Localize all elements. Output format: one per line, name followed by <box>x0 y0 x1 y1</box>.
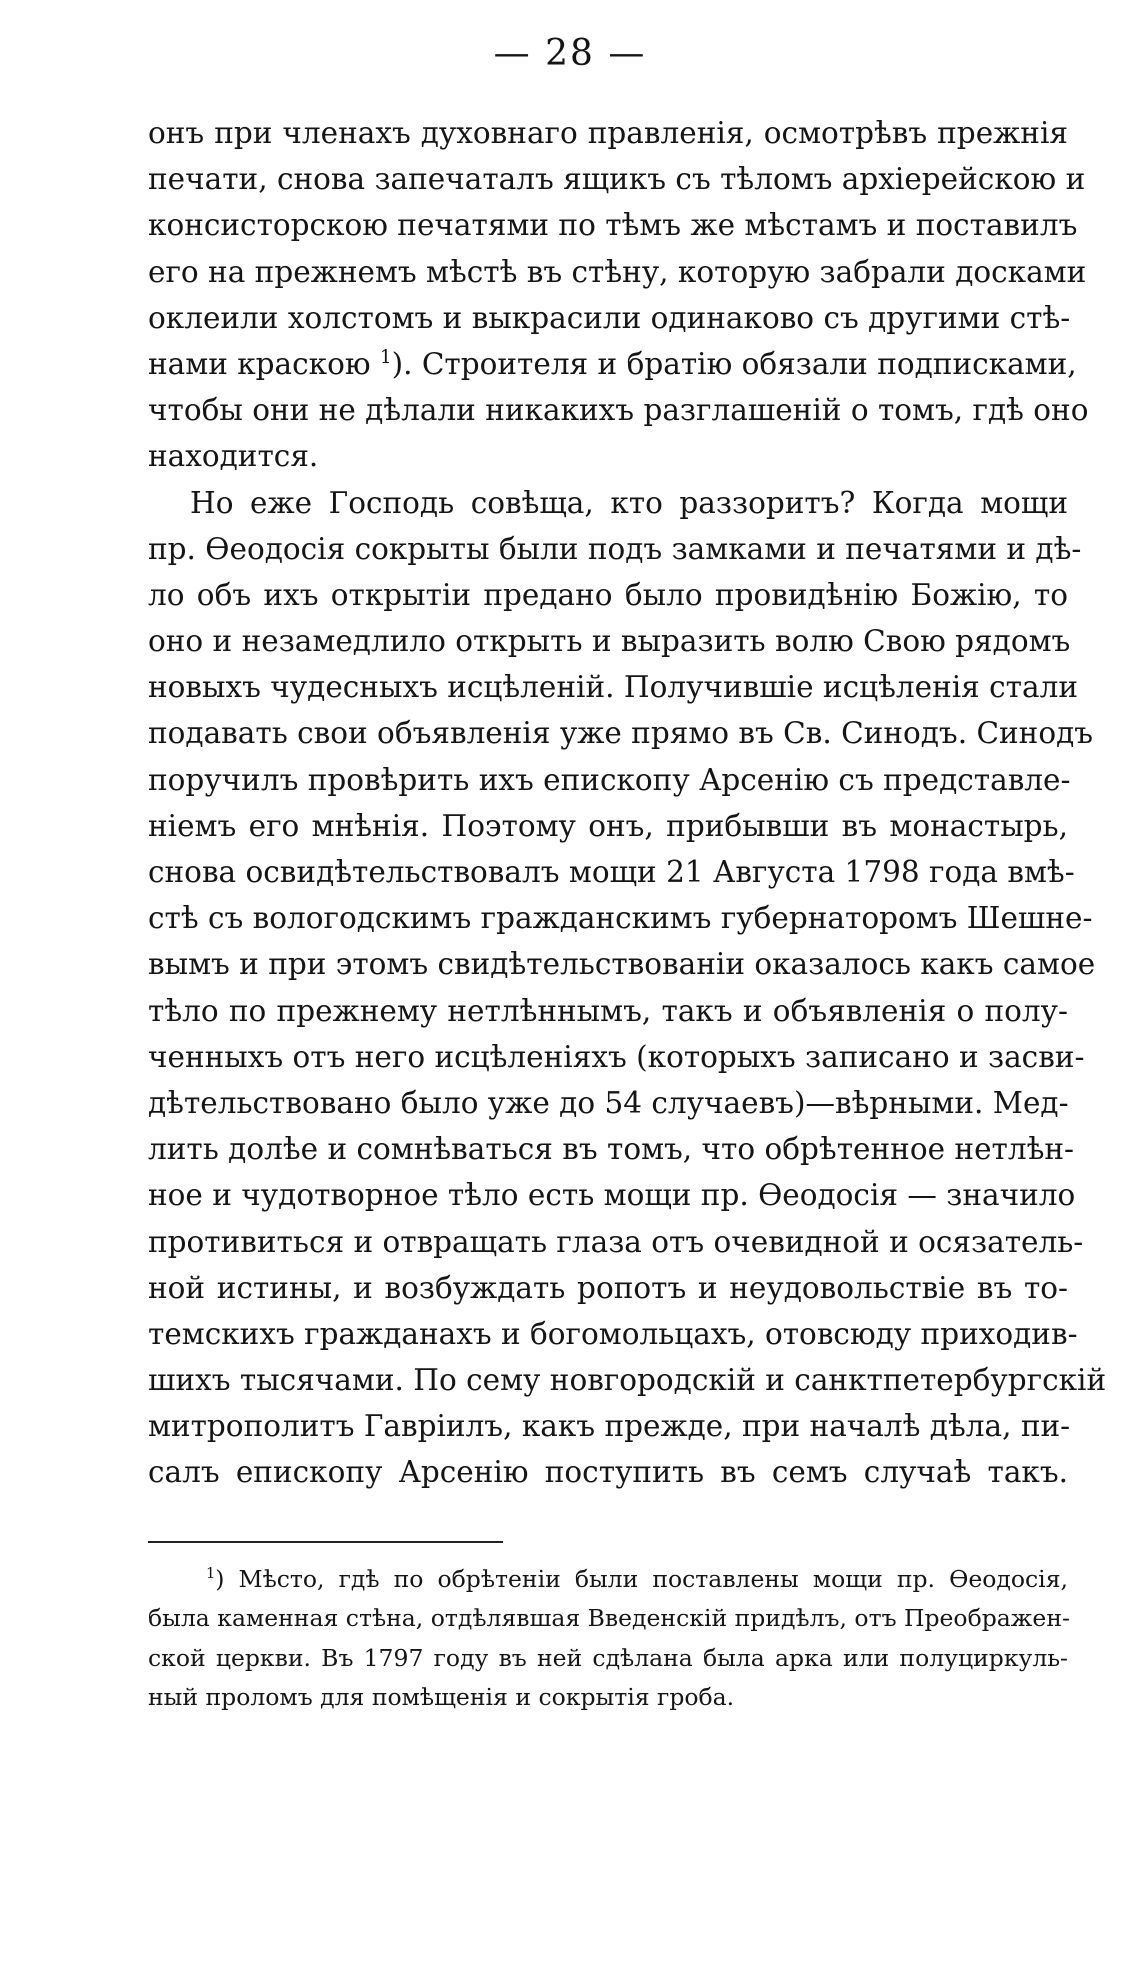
text-line: его на прежнемъ мѣстѣ въ стѣну, которую забрали досками <box>148 254 1087 289</box>
text-line: оно и незамедлило открыть и выразить волю Свою рядомъ <box>148 624 1071 659</box>
footnote-text: ) Мѣсто, гдѣ по обрѣтеніи были поставлены мощи пр. Ѳеодосія, <box>215 1565 1068 1593</box>
text-line: митрополитъ Гавріилъ, какъ прежде, при началѣ дѣла, пи- <box>148 1409 1071 1444</box>
text-line: ло объ ихъ открытіи предано было провидѣнію Божію, то <box>148 577 1068 612</box>
text-line: темскихъ гражданахъ и богомольцахъ, отовсюду приходив- <box>148 1316 1078 1351</box>
text-line: ной истины, и возбуждать ропотъ и неудовольствіе въ то- <box>148 1270 1068 1305</box>
text-fragment: нами краскою <box>148 346 371 381</box>
text-line: шихъ тысячами. По сему новгородскій и санктпетербургскій <box>148 1363 1107 1398</box>
text-line: ное и чудотворное тѣло есть мощи пр. Ѳеодосія — значило <box>148 1178 1076 1213</box>
text-line: стѣ съ вологодскимъ гражданскимъ губернаторомъ Шешне- <box>148 901 1093 936</box>
footnote-line: была каменная стѣна, отдѣлявшая Введенскій придѣлъ, отъ Преображен- <box>148 1604 1070 1633</box>
text-line: лить долѣе и сомнѣваться въ томъ, что обрѣтенное нетлѣн- <box>148 1132 1075 1167</box>
text-line: подавать свои объявленія уже прямо въ Св. Синодъ. Синодъ <box>148 716 1094 751</box>
text-line: печати, снова запечаталъ ящикъ съ тѣломъ архіерейскою и <box>148 162 1086 197</box>
text-line: пр. Ѳеодосія сокрыты были подъ замками и печатями и дѣ- <box>148 531 1082 566</box>
text-line-with-footnote-ref <box>148 341 1077 387</box>
footnote-line: ской церкви. Въ 1797 году въ ней сдѣлана была арка или полуциркуль- <box>148 1643 1068 1672</box>
text-line: поручилъ провѣрить ихъ епископу Арсенію съ представле- <box>148 762 1071 797</box>
text-line: снова освидѣтельствовалъ мощи 21 Августа 1798 года вмѣ- <box>148 855 1075 889</box>
page-number: — 28 — <box>493 33 647 74</box>
text-line: находится. <box>148 439 319 474</box>
text-line: оклеили холстомъ и выкрасили одинаково съ другими стѣ- <box>148 300 1071 335</box>
footnote-reference[interactable]: 1 <box>379 347 392 369</box>
text-fragment: ). Строителя и братію обязали подписками, <box>391 346 1077 381</box>
text-line: тѣло по прежнему нетлѣннымъ, такъ и объявленія о полу- <box>148 993 1068 1028</box>
footnote-line: ный проломъ для помѣщенія и сокрытія гроба. <box>148 1683 735 1712</box>
footnote-line <box>148 1560 1068 1599</box>
footnote <box>148 1560 1068 1718</box>
text-line: чтобы они не дѣлали никакихъ разглашеній о томъ, гдѣ оно <box>148 393 1089 428</box>
text-line: вымъ и при этомъ свидѣтельствованіи оказалось какъ самое <box>148 947 1096 982</box>
text-line: ніемъ его мнѣнія. Поэтому онъ, прибывши въ монастырь, <box>148 808 1068 843</box>
text-line: онъ при членахъ духовнаго правленія, осмотрѣвъ прежнія <box>148 116 1068 150</box>
footnote-divider <box>148 1541 503 1543</box>
text-line: консисторскою печатями по тѣмъ же мѣстамъ и поставилъ <box>148 208 1078 243</box>
text-line: дѣтельствовано было уже до 54 случаевъ)—вѣрными. Мед- <box>148 1085 1069 1120</box>
body-text <box>148 110 1107 1496</box>
text-line: Но еже Господь совѣща, кто раззоритъ? Когда мощи <box>190 485 1068 520</box>
footnote-marker: 1 <box>206 1565 216 1583</box>
text-line: противиться и отвращать глаза отъ очевидной и осязатель- <box>148 1224 1084 1259</box>
text-line: ченныхъ отъ него исцѣленіяхъ (которыхъ записано и засви- <box>148 1039 1085 1074</box>
text-line: новыхъ чудесныхъ исцѣленій. Получившіе исцѣленія стали <box>148 670 1078 705</box>
text-line: салъ епископу Арсенію поступить въ семъ случаѣ такъ. <box>148 1455 1068 1490</box>
